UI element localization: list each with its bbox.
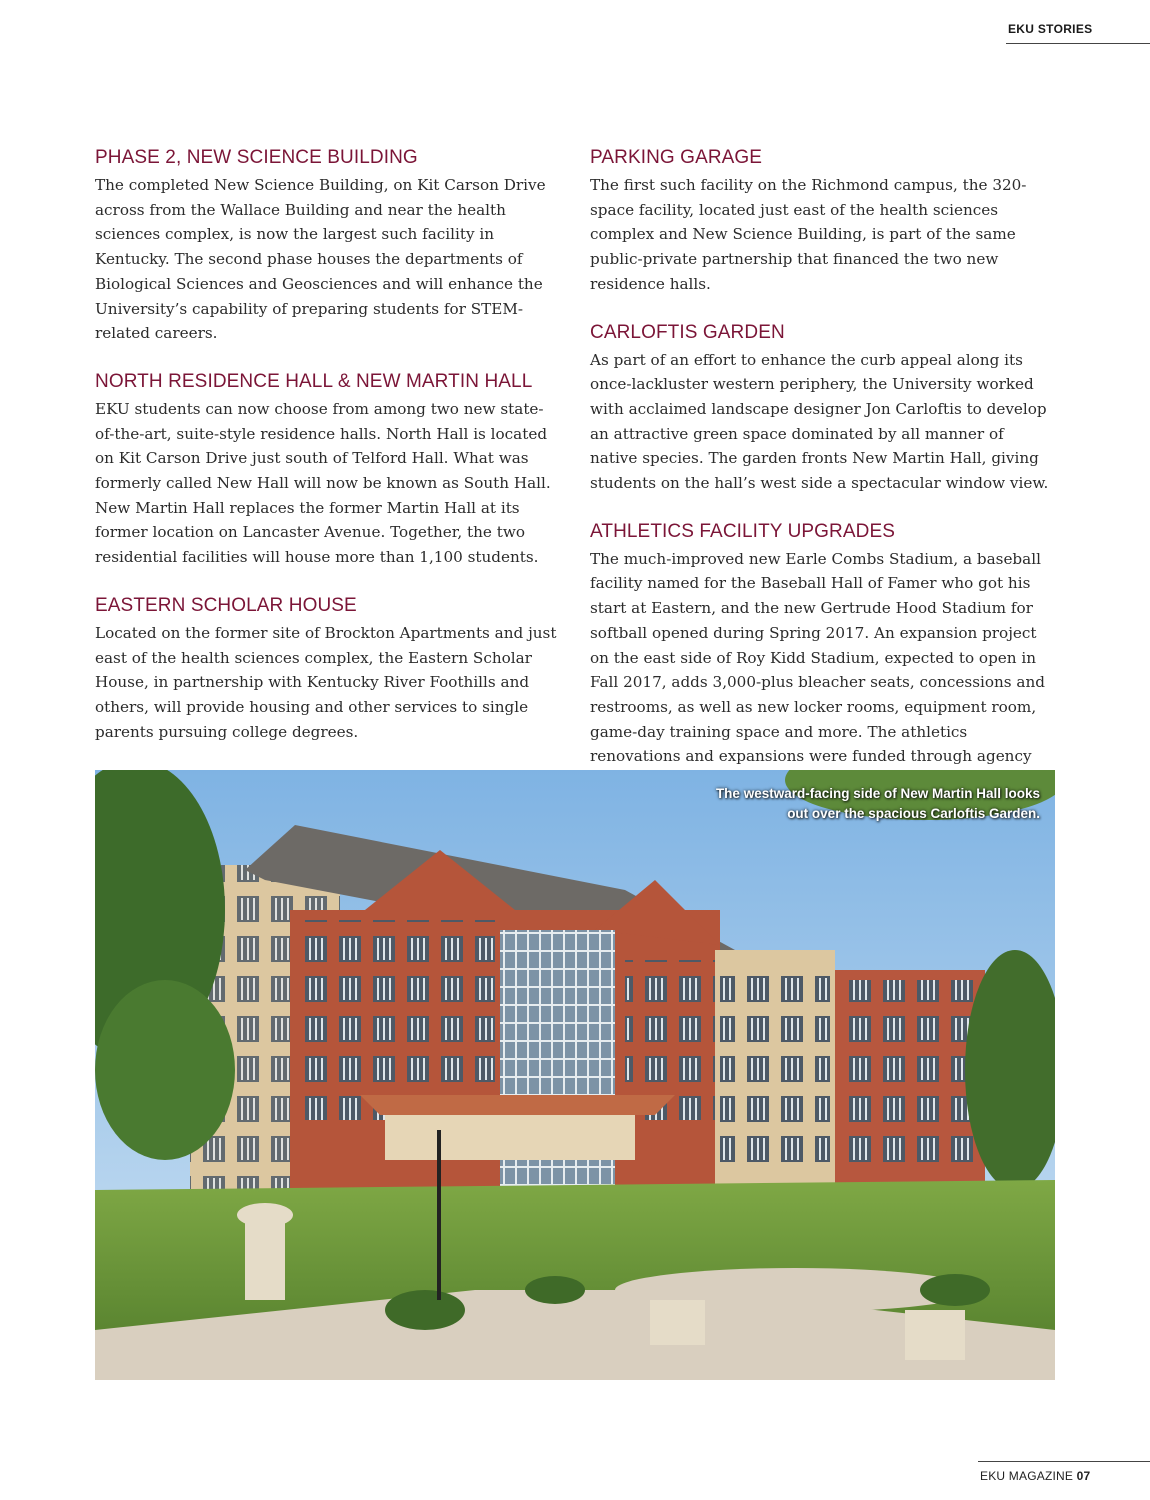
article-scholar-house [95,594,557,745]
article-title: CARLOFTIS GARDEN [590,321,785,343]
magazine-name: EKU MAGAZINE [980,1469,1074,1483]
article-body: The first such facility on the Richmond campus, the 320-space facility, located just east of the health sciences complex and New Science Building, is part of the same public-private partnership that financed the two new residence halls. [590,176,1027,293]
article-title: ATHLETICS FACILITY UPGRADES [590,520,896,542]
article-title: EASTERN SCHOLAR HOUSE [95,594,357,616]
article-body: As part of an effort to enhance the curb appeal along its once-lackluster western periphery, the University worked with acclaimed landscape designer Jon Carloftis to develop an attractive green space dominated by all manner of native species. The garden fronts New Martin Hall, giving students on the hall’s west side a spectacular window view. [590,350,1049,493]
martin-hall-photo [95,770,1055,1380]
article-body: The much-improved new Earle Combs Stadium, a baseball facility named for the Baseball Hall of Famer who got his start at Eastern, and the new Gertrude Hood Stadium for softball opened during Spring 2017. An expansion project on the east side of Roy Kidd Stadium, expected to open in Fall 2017, adds 3,000-plus bleacher seats, concessions and restrooms, as well as new locker rooms, equipment room, game-day training space and more. The athletics renovations and expansions were funded through agency [590,549,1045,766]
page-number: 07 [1076,1469,1091,1483]
section-label: EKU STORIES [1008,22,1093,36]
article-title: PARKING GARAGE [590,147,763,168]
article-title: NORTH RESIDENCE HALL & NEW MARTIN HALL [95,370,533,392]
article-title: PHASE 2, NEW SCIENCE BUILDING [95,147,418,168]
article-athletics [590,520,1050,794]
page-footer [980,1469,1090,1483]
building-illustration [95,770,1055,1380]
article-body: Located on the former site of Brockton Apartments and just east of the health sciences complex, the Eastern Scholar House, in partnership with Kentucky River Foothills and others, will provide housing and other services to single parents pursuing college degrees. [95,623,557,741]
article-body: EKU students can now choose from among two new state-of-the-art, suite-style residence halls. North Hall is located on Kit Carson Drive just south of Telford Hall. What was formerly called New Hall will now be known as South Hall. New Martin Hall replaces the former Martin Hall at its former location on Lancaster Avenue. Together, the two residential facilities will house more than 1,100 students. [95,399,551,567]
footer-rule [978,1461,1150,1462]
article-new-science-building [95,146,557,346]
article-residence-halls [95,370,557,570]
right-column [590,146,1050,818]
article-carloftis-garden [590,321,1050,496]
article-parking-garage [590,146,1050,297]
photo-caption: The westward-facing side of New Martin Hall looks out over the spacious Carloftis Garden. [715,786,1040,821]
header-rule [1006,43,1150,44]
article-body: The completed New Science Building, on Kit Carson Drive across from the Wallace Building and near the health sciences complex, is now the largest such facility in Kentucky. The second phase houses the departments of Biological Sciences and Geosciences and will enhance the University’s capability of preparing students for STEM-related careers. [95,176,546,343]
left-column [95,146,557,768]
